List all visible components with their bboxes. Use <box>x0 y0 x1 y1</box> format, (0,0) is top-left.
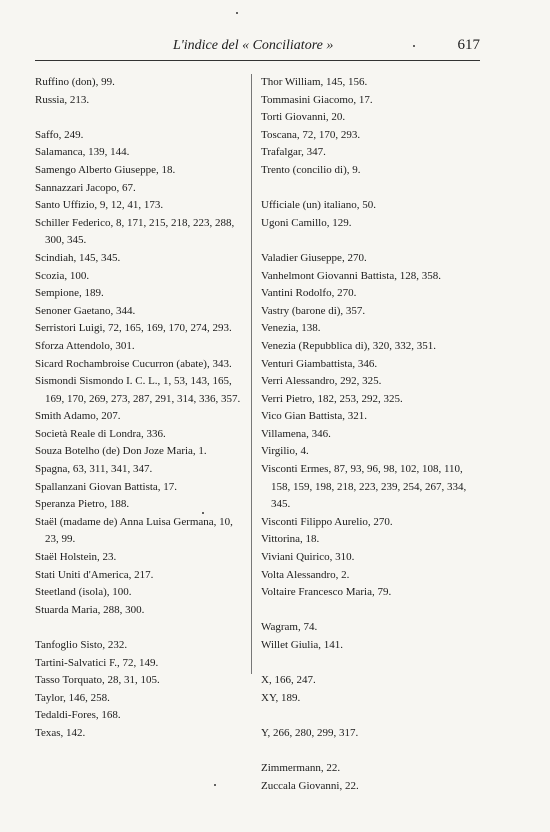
index-entry: Senoner Gaetano, 344. <box>35 304 136 317</box>
index-entry: Volta Alessandro, 2. <box>261 568 350 581</box>
index-entry: Santo Uffizio, 9, 12, 41, 173. <box>35 199 164 212</box>
index-entry: Staël (madame de) Anna Luisa Germana, 10, 23, 99. <box>35 515 233 546</box>
index-entry: Sicard Rochambroise Cucurron (abate), 343. <box>35 357 232 370</box>
index-entry: Russia, 213. <box>35 93 90 106</box>
index-entry: Trafalgar, 347. <box>261 146 326 159</box>
index-entry: Toscana, 72, 170, 293. <box>261 128 361 141</box>
index-entry: Stati Uniti d'America, 217. <box>35 568 154 581</box>
index-entry: Ruffino (don), 99. <box>35 76 115 88</box>
index-column-left <box>35 74 245 743</box>
index-entry: Taylor, 146, 258. <box>35 691 110 704</box>
index-entry: Valadier Giuseppe, 270. <box>261 251 367 264</box>
letter-gap <box>261 180 481 198</box>
index-entry: Y, 266, 280, 299, 317. <box>261 726 359 739</box>
index-entry: Scindiah, 145, 345. <box>35 251 121 264</box>
index-entry: Staël Holstein, 23. <box>35 551 117 564</box>
index-entry: Saffo, 249. <box>35 128 84 141</box>
index-entry: Torti Giovanni, 20. <box>261 111 346 124</box>
letter-gap <box>261 655 481 673</box>
index-entry: Smith Adamo, 207. <box>35 410 121 423</box>
print-speck <box>202 512 204 514</box>
index-entry: Sempione, 189. <box>35 287 104 300</box>
index-entry: Salamanca, 139, 144. <box>35 146 130 159</box>
index-entry: Tasso Torquato, 28, 31, 105. <box>35 674 160 687</box>
column-divider <box>251 74 252 674</box>
letter-gap <box>261 743 481 761</box>
letter-gap <box>35 109 245 127</box>
print-speck <box>214 784 216 786</box>
index-entry: Thor William, 145, 156. <box>261 76 368 88</box>
index-entry: Venezia (Repubblica di), 320, 332, 351. <box>261 339 437 352</box>
index-entry: Serristori Luigi, 72, 165, 169, 170, 274, 293. <box>35 322 232 335</box>
index-entry: Vastry (barone di), 357. <box>261 304 366 317</box>
index-entry: Vanhelmont Giovanni Battista, 128, 358. <box>261 269 441 282</box>
index-entry: Zimmermann, 22. <box>261 762 341 775</box>
index-entry: Scozia, 100. <box>35 269 90 282</box>
index-entry: Visconti Ermes, 87, 93, 96, 98, 102, 108, 110, 158, 159, 198, 218, 223, 239, 254, 267, 334, 345. <box>261 463 467 511</box>
index-entry: Verri Alessandro, 292, 325. <box>261 375 382 388</box>
index-entry: Sforza Attendolo, 301. <box>35 339 135 352</box>
letter-gap <box>261 602 481 620</box>
letter-gap <box>35 619 245 637</box>
running-title: L'indice del « Conciliatore » <box>173 38 334 53</box>
index-entry: Zuccala Giovanni, 22. <box>261 779 359 792</box>
index-entry: Spagna, 63, 311, 341, 347. <box>35 463 153 476</box>
index-entry: Tanfoglio Sisto, 232. <box>35 639 128 651</box>
index-entry: Samengo Alberto Giuseppe, 18. <box>35 163 176 176</box>
index-entry: Società Reale di Londra, 336. <box>35 427 166 440</box>
index-entry: X, 166, 247. <box>261 674 316 687</box>
index-entry: Souza Botelho (de) Don Joze Maria, 1. <box>35 445 207 458</box>
index-column-right <box>261 74 481 795</box>
index-entry: Spallanzani Giovan Battista, 17. <box>35 480 178 493</box>
index-entry: Schiller Federico, 8, 171, 215, 218, 223, 288, 300, 345. <box>35 216 235 247</box>
index-entry: Verri Pietro, 182, 253, 292, 325. <box>261 392 403 405</box>
index-entry: Willet Giulia, 141. <box>261 639 344 651</box>
index-entry: Visconti Filippo Aurelio, 270. <box>261 515 393 528</box>
page-number: 617 <box>457 37 480 53</box>
index-entry: Sismondi Sismondo I. C. L., 1, 53, 143, 165, 169, 170, 269, 273, 287, 291, 314, 336, 357. <box>35 375 241 405</box>
index-entry: Vittorina, 18. <box>261 533 320 546</box>
index-entry: Virgilio, 4. <box>261 445 309 458</box>
index-entry: Texas, 142. <box>35 726 86 739</box>
index-entry: Trento (concilio di), 9. <box>261 163 361 176</box>
index-entry: Ufficiale (un) italiano, 50. <box>261 199 376 212</box>
index-entry: XY, 189. <box>261 691 301 704</box>
index-entry: Vantini Rodolfo, 270. <box>261 287 357 300</box>
page-header <box>35 36 480 61</box>
print-speck <box>413 45 415 47</box>
index-entry: Steetland (isola), 100. <box>35 586 132 599</box>
index-entry: Voltaire Francesco Maria, 79. <box>261 586 392 599</box>
letter-gap <box>261 232 481 250</box>
print-speck <box>236 12 238 14</box>
index-entry: Viviani Quirico, 310. <box>261 551 355 564</box>
index-entry: Sannazzari Jacopo, 67. <box>35 181 136 194</box>
index-entry: Tommasini Giacomo, 17. <box>261 93 373 106</box>
index-entry: Speranza Pietro, 188. <box>35 498 130 511</box>
index-entry: Villamena, 346. <box>261 427 331 440</box>
index-entry: Wagram, 74. <box>261 621 318 634</box>
letter-gap <box>261 707 481 725</box>
index-entry: Venturi Giambattista, 346. <box>261 357 378 370</box>
index-entry: Tartini-Salvatici F., 72, 149. <box>35 656 159 669</box>
index-entry: Venezia, 138. <box>261 322 321 335</box>
index-entry: Stuarda Maria, 288, 300. <box>35 603 145 616</box>
index-entry: Vico Gian Battista, 321. <box>261 410 367 423</box>
index-entry: Tedaldi-Fores, 168. <box>35 709 121 722</box>
index-entry: Ugoni Camillo, 129. <box>261 216 352 229</box>
